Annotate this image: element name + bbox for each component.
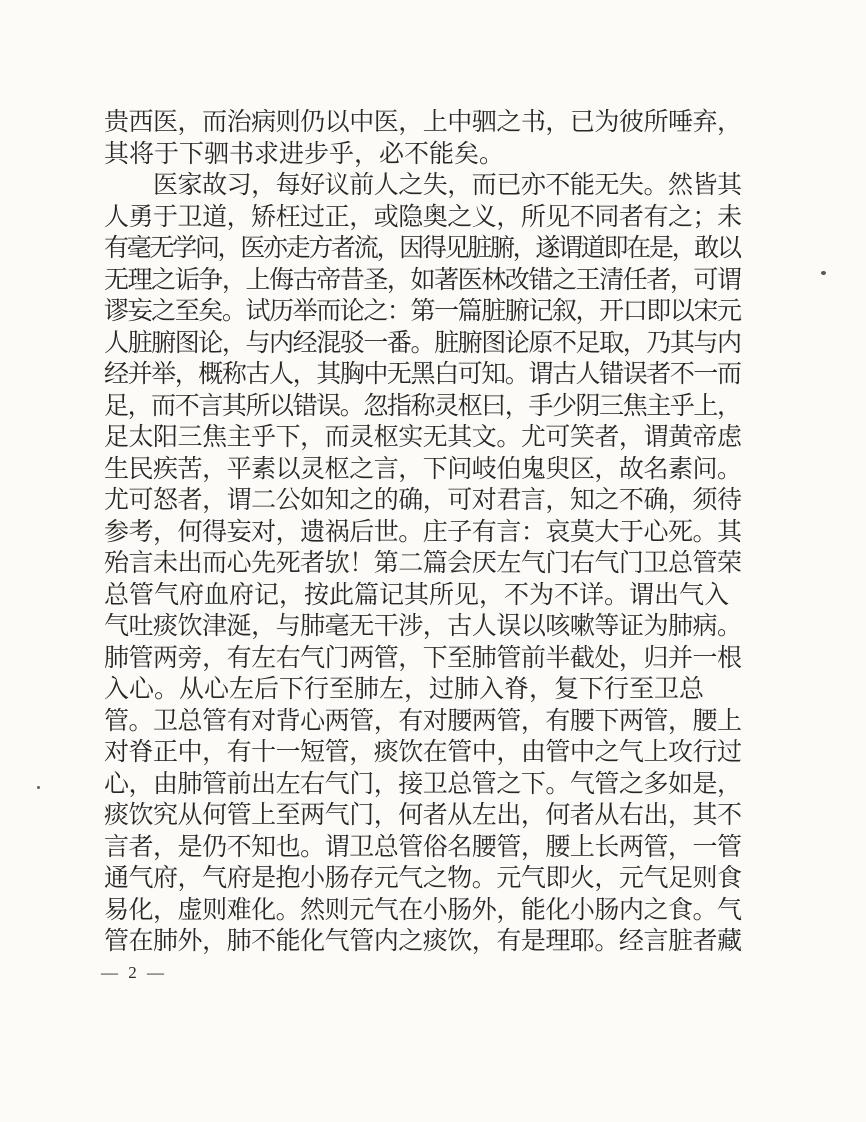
text-line: 足，而不言其所以错误。忽指称灵枢曰，手少阴三焦主乎上， — [104, 392, 741, 420]
text-line: 肺管两旁，有左右气门两管，下至肺管前半截处，归并一根 — [104, 644, 742, 672]
text-line: 易化，虚则难化。然则元气在小肠外，能化小肠内之食。气 — [104, 896, 742, 924]
text-line: 足太阳三焦主乎下，而灵枢实无其文。尤可笑者，谓黄帝虑 — [104, 424, 742, 451]
text-block — [104, 107, 742, 958]
text-line: 贵西医，而治病则仍以中医，上中驷之书，已为彼所唾弃， — [104, 109, 742, 136]
text-line: 生民疾苦，平素以灵枢之言，下问岐伯鬼臾区，故名素问。 — [104, 455, 742, 483]
ink-speck — [821, 271, 826, 275]
text-line: 参考，何得妄对，遗祸后世。庄子有言：哀莫大于心死。其 — [104, 518, 742, 546]
text-line: 入心。从心左后下行至肺左，过肺入脊，复下行至卫总 — [104, 676, 705, 703]
text-line: 人脏腑图论，与内经混驳一番。脏腑图论原不足取，乃其与内 — [104, 329, 741, 357]
text-line: 痰饮究从何管上至两气门，何者从左出，何者从右出，其不 — [104, 802, 742, 829]
text-line: 对脊正中，有十一短管，痰饮在管中，由管中之气上攻行过 — [104, 739, 742, 766]
text-line: 心，由肺管前出左右气门，接卫总管之下。气管之多如是， — [104, 770, 742, 798]
text-line: 管。卫总管有对背心两管，有对腰两管，有腰下两管，腰上 — [104, 707, 742, 735]
text-line: 谬妄之至矣。试历举而论之：第一篇脏腑记叙，开口即以宋元 — [104, 298, 741, 325]
text-line: 医家故习，每好议前人之失，而已亦不能无失。然皆其 — [104, 172, 742, 199]
text-line: 有毫无学问，医亦走方者流，因得见脏腑，遂谓道即在是，敢以 — [104, 235, 740, 262]
text-line: 管在肺外，肺不能化气管内之痰饮，有是理耶。经言脏者藏 — [104, 928, 742, 955]
text-line: 人勇于卫道，矫枉过正，或隐奥之义，所见不同者有之；未 — [104, 203, 742, 231]
text-line: 其将于下驷书求进步乎，必不能矣。 — [104, 140, 505, 168]
ink-speck — [37, 786, 40, 789]
text-line: 总管气府血府记，按此篇记其所见，不为不详。谓出气入 — [104, 581, 730, 609]
text-line: 气吐痰饮津涎，与肺毫无干涉，古人误以咳嗽等证为肺病。 — [104, 613, 742, 640]
text-line: 无理之诟争，上侮古帝昔圣，如著医林改错之王清任者，可谓 — [104, 266, 741, 294]
text-line: 尤可怒者，谓二公如知之的确，可对君言，知之不确，须待 — [104, 487, 742, 514]
page-number: — 2 — — [101, 963, 167, 982]
text-line: 通气府，气府是抱小肠存元气之物。元气即火，元气足则食 — [104, 865, 742, 892]
text-line: 经并举，概称古人，其胸中无黑白可知。谓古人错误者不一而 — [104, 361, 741, 388]
text-line: 殆言未出而心先死者欤！第二篇会厌左气门右气门卫总管荣 — [104, 550, 742, 577]
text-line: 言者，是仍不知也。谓卫总管俗名腰管，腰上长两管，一管 — [104, 833, 742, 861]
